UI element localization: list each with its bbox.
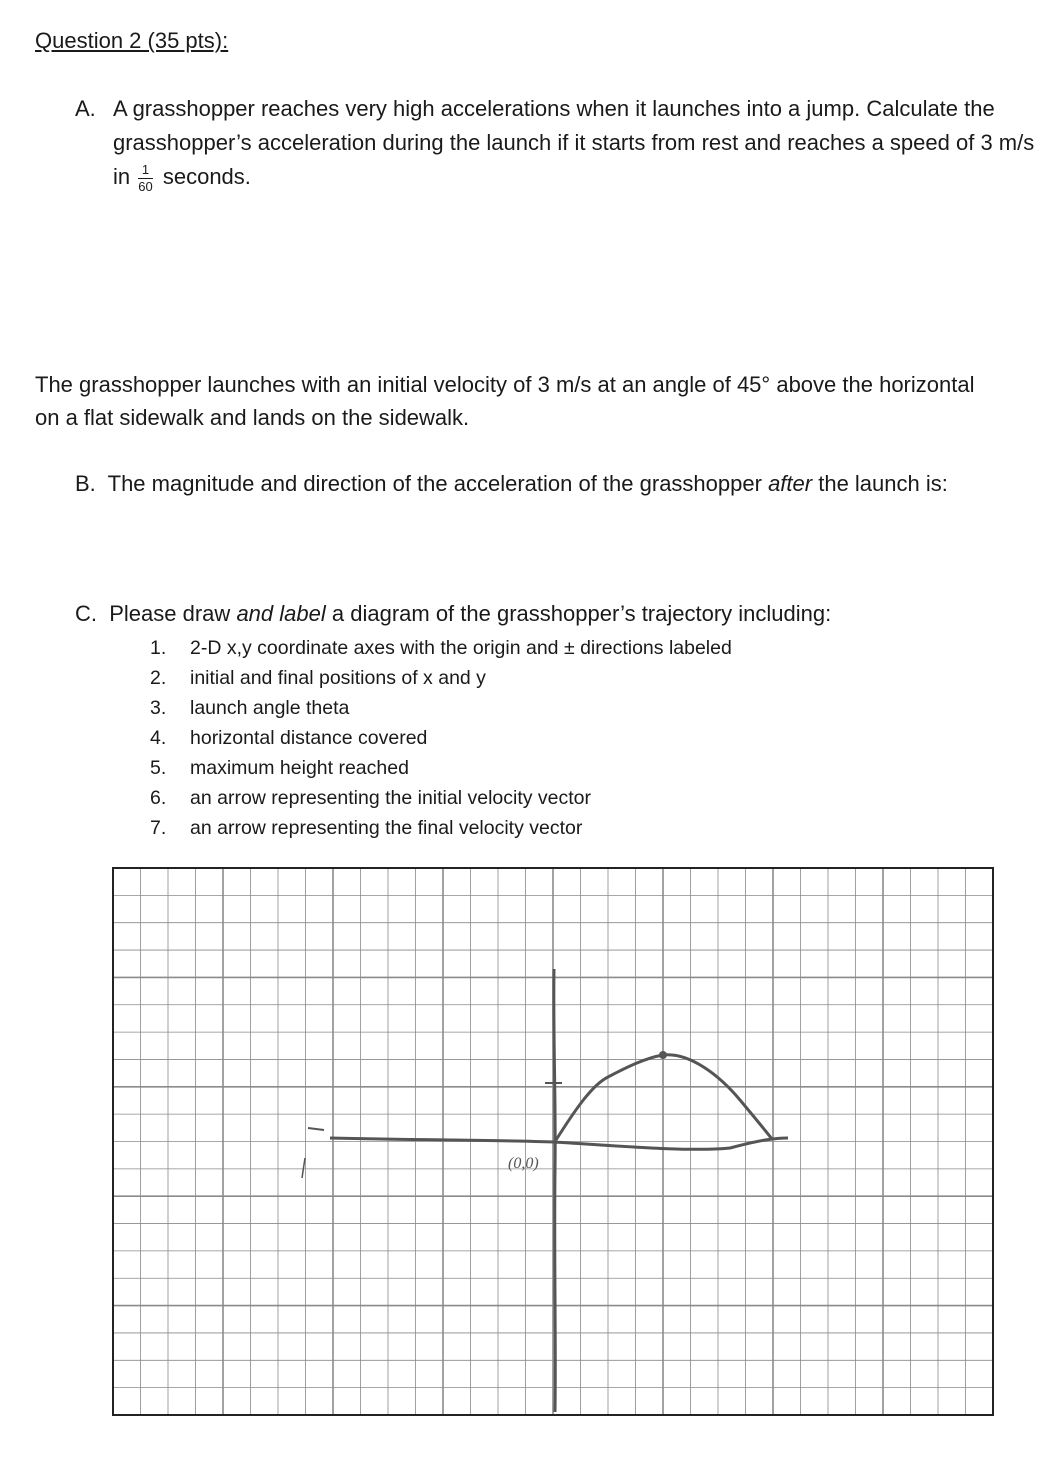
fraction-numerator: 1 — [138, 163, 152, 179]
list-item-text: maximum height reached — [190, 757, 409, 779]
part-a-letter: A. — [75, 96, 96, 121]
list-item-text: launch angle theta — [190, 697, 350, 719]
part-c-text-before: Please draw — [109, 601, 231, 626]
list-item-text: 2-D x,y coordinate axes with the origin and ± directions labeled — [190, 637, 732, 659]
axis-tick — [308, 1128, 324, 1130]
fraction-denominator: 60 — [138, 178, 153, 194]
question-title: Question 2 (35 pts): — [35, 28, 229, 53]
y-axis-line — [554, 969, 555, 1412]
axis-tick — [302, 1158, 305, 1178]
part-b-emphasis: after — [768, 471, 813, 496]
max-height-point — [659, 1051, 667, 1059]
part-c-emphasis: and label — [236, 601, 326, 626]
trajectory-curve — [556, 1055, 772, 1140]
origin-label: (0,0) — [508, 1155, 539, 1172]
list-item-number: 6. — [150, 787, 167, 809]
x-axis-line — [330, 1138, 788, 1149]
list-item-number: 3. — [150, 697, 167, 719]
list-item-number: 1. — [150, 637, 167, 659]
part-c-letter: C. — [75, 601, 97, 626]
list-item-number: 4. — [150, 727, 167, 749]
part-b-text-before: The magnitude and direction of the acceleration of the grasshopper — [107, 471, 762, 496]
part-a-text-before: A grasshopper reaches very high accelerations when it launches into a jump. Calculate the grasshopper’s acceleration during the launch if it starts from rest and reaches a speed of 3 m/s in — [113, 96, 1035, 189]
handwritten-drawing — [302, 969, 788, 1412]
part-b-letter: B. — [75, 471, 96, 496]
part-a-text-after: seconds. — [162, 164, 251, 189]
list-item-number: 2. — [150, 667, 167, 689]
list-item-number: 7. — [150, 817, 167, 839]
list-item-text: horizontal distance covered — [190, 727, 428, 749]
part-b-text-after: the launch is: — [818, 471, 948, 496]
part-c-text-after: a diagram of the grasshopper’s trajectory including: — [331, 601, 832, 626]
list-item-text: an arrow representing the final velocity vector — [190, 817, 583, 839]
list-item-text: initial and final positions of x and y — [190, 667, 486, 689]
list-item-number: 5. — [150, 757, 167, 779]
list-item-text: an arrow representing the initial velocity vector — [190, 787, 592, 809]
scenario-intro: The grasshopper launches with an initial velocity of 3 m/s at an angle of 45° above the horizontal on a flat sidewalk and lands on the sidewalk. — [35, 372, 975, 430]
